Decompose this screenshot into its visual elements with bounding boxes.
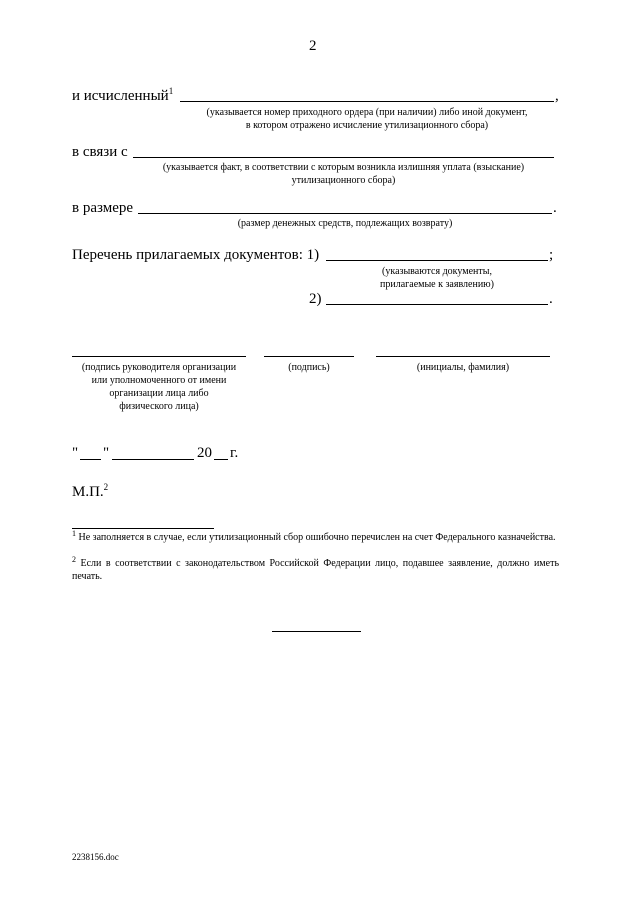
- end-of-document-rule: [272, 631, 361, 632]
- footnote-ref-2: 2: [103, 482, 109, 492]
- date-year-prefix: 20: [197, 445, 212, 461]
- documents-label: Перечень прилагаемых документов: 1): [72, 247, 320, 263]
- footnote-1: [72, 531, 559, 544]
- calculated-input-line[interactable]: [180, 101, 554, 102]
- footnote-separator: [72, 528, 214, 529]
- page-number: 2: [309, 38, 317, 54]
- document-2-input-line[interactable]: [326, 304, 548, 305]
- calculated-label-text: и исчисленный: [72, 88, 169, 104]
- document-2-label: 2): [309, 291, 322, 307]
- reason-hint-line1: (указывается факт, в соответствии с которым возникла излишняя уплата (взыскание): [162, 162, 525, 173]
- date-year-suffix: г.: [230, 445, 239, 461]
- reason-label: в связи с: [72, 144, 128, 160]
- footnote-ref-1: 1: [168, 86, 174, 96]
- initials-hint: (инициалы, фамилия): [416, 362, 510, 373]
- document-2-end-mark: .: [549, 291, 553, 307]
- footnote-2-mark: 2: [72, 555, 76, 564]
- date-quote-open: ": [72, 445, 79, 461]
- documents-hint: [326, 265, 548, 291]
- signature-head-hint: [66, 361, 252, 413]
- amount-end-mark: .: [553, 200, 557, 216]
- stamp-label-text: М.П.: [72, 484, 104, 500]
- initials-line[interactable]: [376, 356, 550, 357]
- stamp-place-label: [72, 484, 108, 501]
- signature-head-hint-line4: физического лица): [119, 401, 199, 412]
- reason-hint-line2: утилизационного сбора): [291, 175, 396, 186]
- date-year-line[interactable]: [214, 459, 228, 460]
- signature-head-hint-line3: организации лица либо: [109, 388, 209, 399]
- documents-hint-line2: прилагаемые к заявлению): [380, 279, 494, 290]
- footnote-1-mark: 1: [72, 529, 76, 538]
- calculated-hint-line2: в котором отражено исчисление утилизационного сбора): [245, 120, 489, 131]
- signature-head-hint-line2: или уполномоченного от имени: [91, 375, 227, 386]
- date-quote-close: ": [103, 445, 110, 461]
- calculated-hint-line1: (указывается номер приходного ордера (при наличии) либо иной документ,: [206, 107, 528, 118]
- calculated-end-mark: ,: [555, 88, 559, 104]
- calculated-hint: [180, 106, 554, 132]
- file-name: 2238156.doc: [72, 852, 119, 862]
- signature-head-line[interactable]: [72, 356, 246, 357]
- calculated-label: [72, 88, 173, 105]
- document-1-input-line[interactable]: [326, 260, 548, 261]
- document-1-end-mark: ;: [549, 247, 554, 263]
- date-month-line[interactable]: [112, 459, 194, 460]
- date-day-line[interactable]: [80, 459, 101, 460]
- amount-label: в размере: [72, 200, 134, 216]
- reason-hint: [133, 161, 554, 187]
- signature-line[interactable]: [264, 356, 354, 357]
- signature-hint: (подпись): [288, 362, 330, 373]
- footnote-2-text: Если в соответствии с законодательством Российской Федерации лицо, подавшее заявление, должно иметь печать.: [72, 558, 560, 582]
- reason-input-line[interactable]: [133, 157, 554, 158]
- signature-head-hint-line1: (подпись руководителя организации: [81, 362, 237, 373]
- documents-hint-line1: (указываются документы,: [382, 266, 492, 277]
- amount-input-line[interactable]: [138, 213, 552, 214]
- footnote-2: [72, 557, 559, 583]
- footnote-1-text: Не заполняется в случае, если утилизационный сбор ошибочно перечислен на счет Федерального казначейства.: [78, 532, 556, 543]
- amount-hint: (размер денежных средств, подлежащих возврату): [237, 218, 453, 229]
